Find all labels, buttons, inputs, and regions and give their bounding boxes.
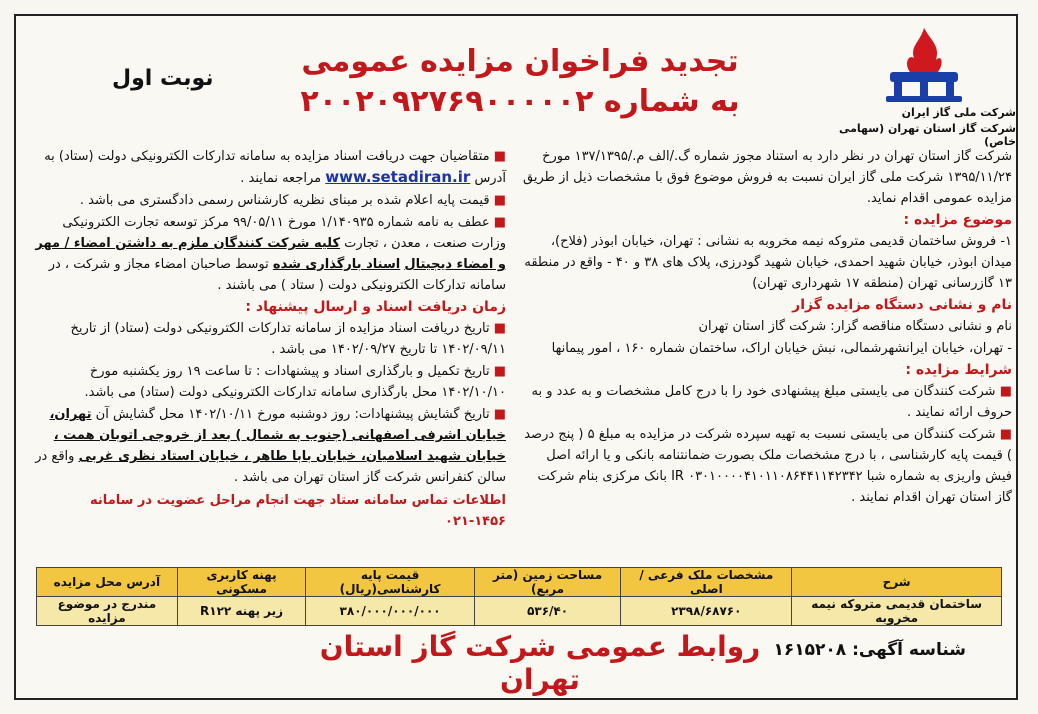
condition-1: ■ شرکت کنندگان می بایستی مبلغ پیشنهادی خود را با درج کامل مشخصات و به عدد و به حروف ارائه نمایند . <box>531 384 1012 420</box>
table-cell: ساختمان قدیمی متروکه نیمه مخروبه <box>792 597 1002 626</box>
bullet-icon: ■ <box>489 364 506 379</box>
ad-title: تجدید فراخوان مزایده عمومی <box>301 44 739 79</box>
gas-company-logo-icon <box>880 24 968 106</box>
left-column <box>26 146 506 532</box>
ad-number: به شماره ۲۰۰۲۰۹۲۷۶۹۰۰۰۰۰۲ <box>300 84 740 119</box>
timing-2: ■ تاریخ تکمیل و بارگذاری اسناد و پیشنهادات : تا ساعت ۱۹ روز یکشنبه مورخ ۱۴۰۲/۱۰/۱۰ محل بارگذاری سامانه تدارکات الکترونیکی دولت (ستاد) می باشد. <box>84 364 506 400</box>
table-cell: ۲۳۹۸/۶۸۷۶۰ <box>621 597 792 626</box>
condition-2: ■ شرکت کنندگان می بایستی نسبت به تهیه سپرده شرکت در مزایده به مبلغ ۵ ( پنج درصد ) قیمت پایه کارشناسی ، با درج مشخصات ملک بصورت ضمانتنامه بانکی و یا ارائه اصل فیش واریزی به شماره شبا IR ۰۳۰۱۰۰۰۰۴۱۰۱۱۰۸۶۴۴۱۱۴۲۳۴۲ بانک مرکزی بنام شرکت گاز استان تهران اقدام نمایند . <box>524 427 1012 505</box>
bullet-icon: ■ <box>489 321 506 336</box>
intro-text: شرکت گاز استان تهران در نظر دارد به استناد مجوز شماره گ./الف م./۱۳۷/۱۳۹۵ مورخ ۱۳۹۵/۱۱/۲۴ شرکت ملی گاز ایران نسبت به فروش موضوع فوق با مشخصات ذیل از طریق مزایده عمومی اقدام نماید. <box>523 149 1012 206</box>
turn-label: نوبت اول <box>112 66 214 91</box>
subject-text: ۱- فروش ساختمان قدیمی متروکه نیمه مخروبه به نشانی : تهران، خیابان ابوذر (فلاح)، میدان ابوذر، خیابان شهید احمدی، خیابان شهید گودرزی، پلاک های ۳۸ و ۴۰ - واقع در منطقه ۱۳ گازرسانی تهران (منطقه ۱۷ شهرداری تهران) <box>524 234 1012 291</box>
address-heading: نام و نشانی دستگاه مزایده گزار <box>792 297 1012 313</box>
item-2: ■ قیمت پایه اعلام شده بر مبنای نظریه کارشناس رسمی دادگستری می باشد . <box>79 193 506 208</box>
table-header: شرح <box>792 568 1002 597</box>
address-line-2: - تهران، خیابان ایرانشهرشمالی، نبش خیابان اراک، ساختمان شماره ۱۶۰ ، امور پیمانها <box>551 341 1012 356</box>
table-row <box>37 597 1002 626</box>
table-header: مشخصات ملک فرعی / اصلی <box>621 568 792 597</box>
table-cell: ۵۳۶/۴۰ <box>474 597 621 626</box>
item-3: ■ عطف به نامه شماره ۱/۱۴۰۹۳۵ مورخ ۹۹/۰۵/۱۱ مرکز توسعه تجارت الکترونیکی وزارت صنعت ، معدن ، تجارت کلیه شرکت کنندگان ملزم به داشتن امضاء / مهر و امضاء دیجیتال اسناد بارگذاری شده توسط صاحبان امضاء مجاز و شرکت ، در سامانه تدارکات الکترونیکی دولت ( ستاد ) می باشند . <box>35 215 506 293</box>
contact-info: اطلاعات تماس سامانه ستاد جهت انجام مراحل عضویت در سامانه ۱۴۵۶-۰۲۱ <box>90 493 506 529</box>
address-line-1: نام و نشانی دستگاه مناقصه گزار: شرکت گاز استان تهران <box>698 319 1012 334</box>
bullet-icon: ■ <box>489 215 506 230</box>
setad-link[interactable]: www.setadiran.ir <box>325 168 471 186</box>
table-header: پهنه کاربری مسکونی <box>177 568 306 597</box>
sub-org-name: شرکت گاز استان تهران (سهامی خاص) <box>838 122 1016 148</box>
table-header-row <box>37 568 1002 597</box>
org-name: شرکت ملی گاز ایران <box>901 106 1016 119</box>
auction-table <box>36 567 1002 626</box>
table-cell: زیر پهنه R۱۲۲ <box>177 597 306 626</box>
conditions-heading: شرایط مزایده : <box>905 362 1012 378</box>
bullet-icon: ■ <box>995 384 1012 399</box>
timing-3: ■ تاریخ گشایش پیشنهادات: روز دوشنبه مورخ ۱۴۰۲/۱۰/۱۱ محل گشایش آن تهران، خیابان اشرفی اصفهانی (جنوب به شمال ) بعد از خروجی اتوبان همت ، خیابان شهید اسلامیان، خیابان بابا طاهر ، خیابان استاد نظری غربی واقع در سالن کنفرانس شرکت گاز استان تهران می باشد . <box>35 407 506 485</box>
subject-heading: موضوع مزایده : <box>903 212 1012 228</box>
bullet-icon: ■ <box>995 427 1012 442</box>
bullet-icon: ■ <box>489 193 506 208</box>
ad-id: شناسه آگهی: ۱۶۱۵۲۰۸ <box>773 640 966 660</box>
table-cell: مندرج در موضوع مزایده <box>37 597 178 626</box>
public-relations-signature: روابط عمومی شرکت گاز استان تهران <box>319 630 761 696</box>
bullet-icon: ■ <box>489 149 506 164</box>
table-header: مساحت زمین (متر مربع) <box>474 568 621 597</box>
table-header: قیمت پایه کارشناسی(ریال) <box>306 568 475 597</box>
item-1: ■ متقاضیان جهت دریافت اسناد مزایده به سامانه تدارکات الکترونیکی دولت (ستاد) به آدرس www.setadiran.ir مراجعه نمایند . <box>44 149 506 186</box>
nigc-logo <box>836 24 1016 148</box>
timing-heading: زمان دریافت اسناد و ارسال پیشنهاد : <box>245 299 506 315</box>
table-cell: ۳۸۰/۰۰۰/۰۰۰/۰۰۰ <box>306 597 475 626</box>
timing-1: ■ تاریخ دریافت اسناد مزایده از سامانه تدارکات الکترونیکی دولت (ستاد) از تاریخ ۱۴۰۲/۰۹/۱۱ تا تاریخ ۱۴۰۲/۰۹/۲۷ می باشد . <box>70 321 506 357</box>
table-header: آدرس محل مزایده <box>37 568 178 597</box>
bullet-icon: ■ <box>489 407 506 422</box>
right-column <box>522 146 1012 509</box>
